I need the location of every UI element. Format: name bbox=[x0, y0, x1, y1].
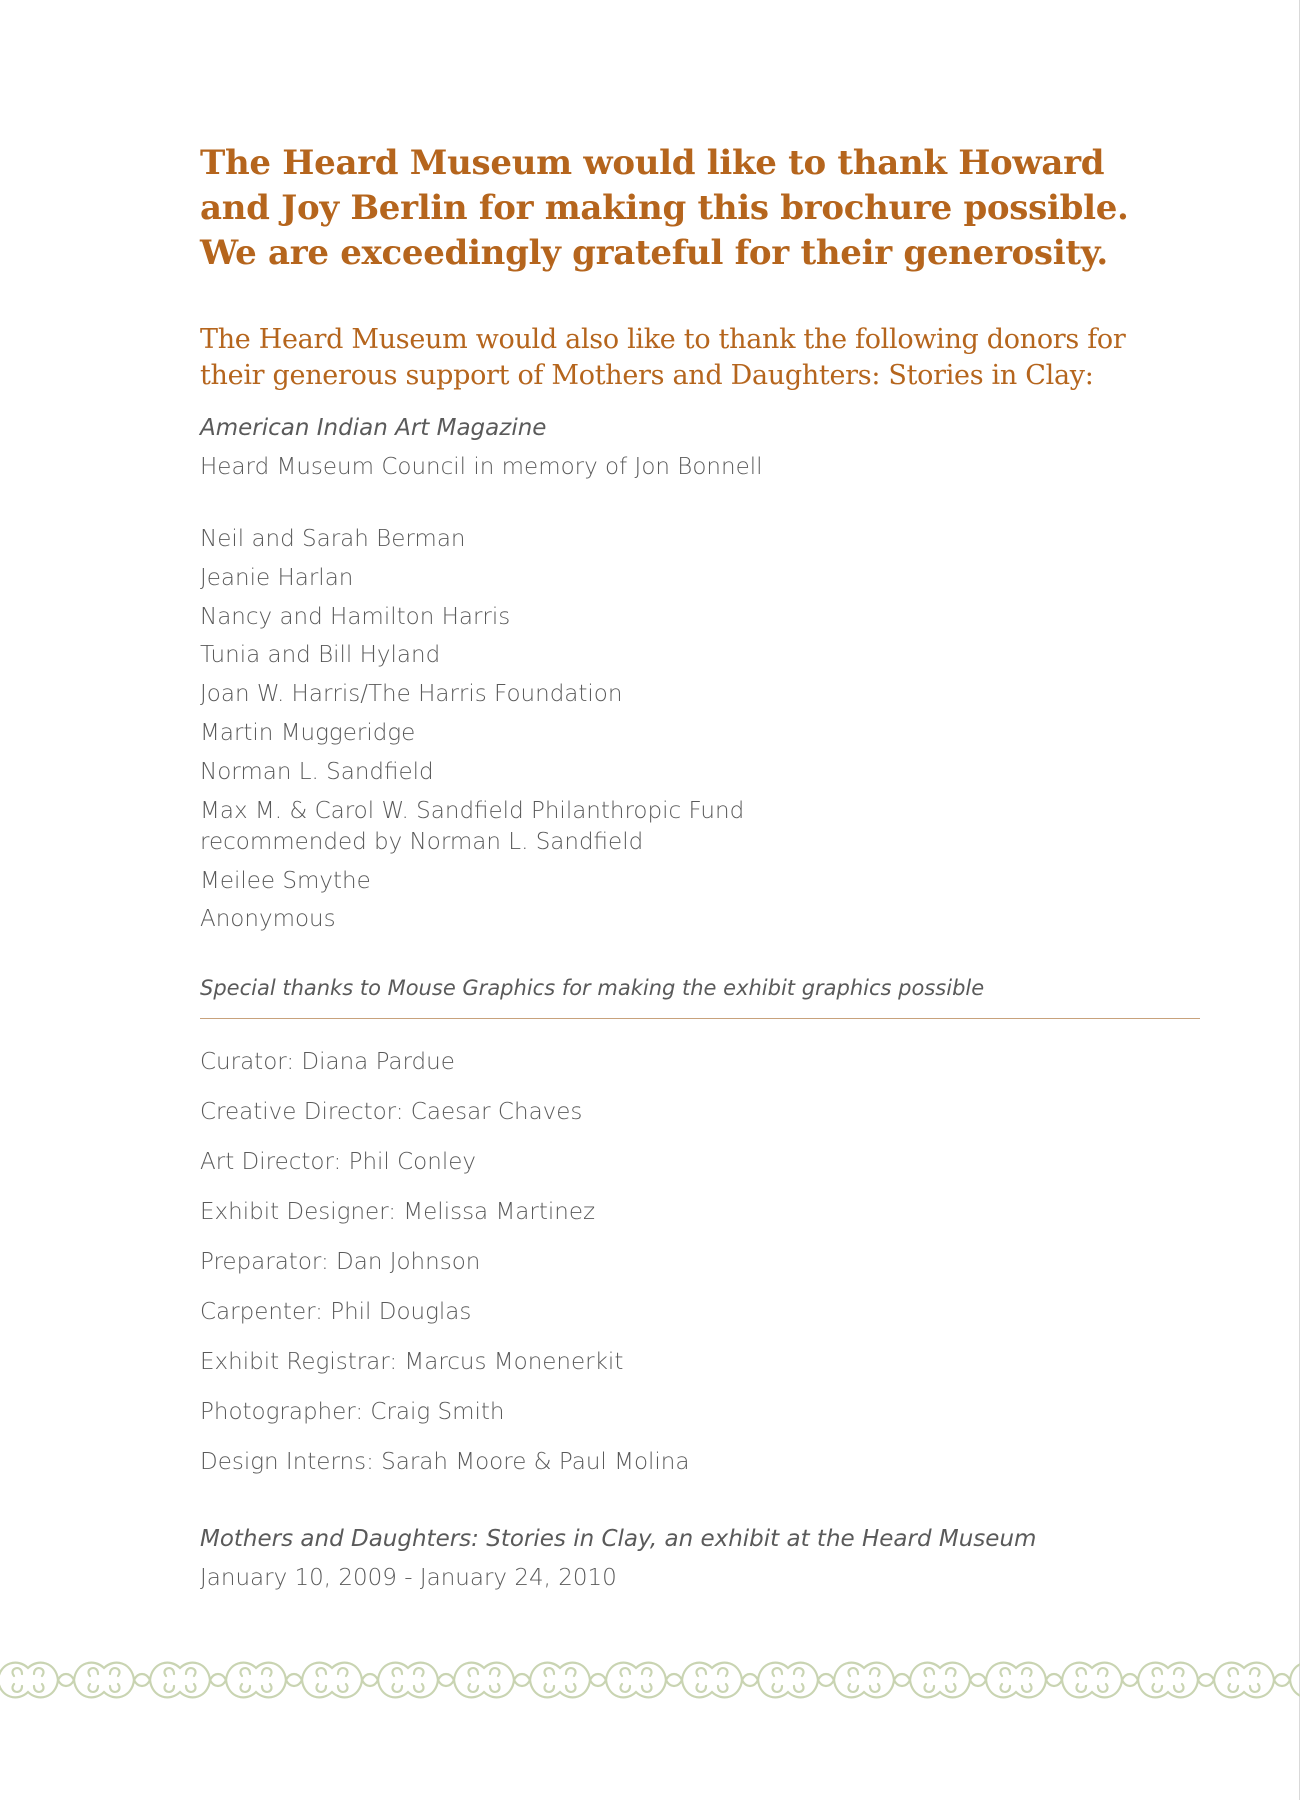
donor-item-continued: recommended by Norman L. Sandfield bbox=[200, 829, 644, 855]
donor-item: Norman L. Sandfield bbox=[200, 759, 434, 785]
headline-thanks: The Heard Museum would like to thank Howard and Joy Berlin for making this brochure possible. We are exceedingly grateful for their generosity. bbox=[200, 143, 1129, 273]
sponsor-item: Heard Museum Council in memory of Jon Bonnell bbox=[200, 454, 763, 480]
scroll-motif-icon bbox=[758, 1663, 834, 1698]
exhibit-dates: January 10, 2009 - January 24, 2010 bbox=[200, 1565, 617, 1591]
donor-item: Joan W. Harris/The Harris Foundation bbox=[200, 681, 623, 707]
scroll-motif-icon bbox=[454, 1663, 530, 1698]
donor-intro: The Heard Museum would also like to thank the following donors for their generous support of Mothers and Daughters: Stories in Clay: bbox=[200, 324, 1126, 391]
credit-item: Design Interns: Sarah Moore & Paul Molina bbox=[200, 1449, 690, 1475]
scroll-motif-icon bbox=[910, 1663, 986, 1698]
scroll-motif-icon bbox=[378, 1663, 454, 1698]
scroll-ornament-icon bbox=[0, 1640, 1300, 1720]
sponsor-item: American Indian Art Magazine bbox=[200, 415, 547, 441]
scroll-motif-icon bbox=[74, 1663, 150, 1698]
credit-item: Exhibit Designer: Melissa Martinez bbox=[200, 1199, 596, 1225]
scroll-motif-icon bbox=[1062, 1663, 1138, 1698]
scroll-motif-icon bbox=[150, 1663, 226, 1698]
credit-item: Carpenter: Phil Douglas bbox=[200, 1299, 472, 1325]
credit-item: Art Director: Phil Conley bbox=[200, 1149, 476, 1175]
donor-item: Neil and Sarah Berman bbox=[200, 526, 466, 552]
donor-item: Tunia and Bill Hyland bbox=[200, 642, 441, 668]
scroll-motif-icon bbox=[0, 1663, 74, 1698]
section-divider bbox=[200, 1018, 1200, 1019]
scroll-motif-icon bbox=[606, 1663, 682, 1698]
scroll-motif-icon bbox=[530, 1663, 606, 1698]
credit-item: Creative Director: Caesar Chaves bbox=[200, 1099, 583, 1125]
scroll-motif-icon bbox=[682, 1663, 758, 1698]
exhibit-title: Mothers and Daughters: Stories in Clay, an exhibit at the Heard Museum bbox=[200, 1526, 1037, 1552]
donor-item: Meilee Smythe bbox=[200, 868, 371, 894]
decorative-scroll-border bbox=[0, 1640, 1300, 1720]
scroll-motif-icon bbox=[302, 1663, 378, 1698]
donor-item: Martin Muggeridge bbox=[200, 720, 416, 746]
credit-item: Photographer: Craig Smith bbox=[200, 1399, 505, 1425]
special-thanks: Special thanks to Mouse Graphics for making the exhibit graphics possible bbox=[200, 976, 985, 1000]
scroll-motif-icon bbox=[1138, 1663, 1214, 1698]
credit-item: Preparator: Dan Johnson bbox=[200, 1249, 481, 1275]
donor-item: Nancy and Hamilton Harris bbox=[200, 604, 511, 630]
scroll-motif-icon bbox=[1214, 1663, 1290, 1698]
donor-item: Max M. & Carol W. Sandfield Philanthropic Fund bbox=[200, 798, 745, 824]
scroll-motif-icon bbox=[986, 1663, 1062, 1698]
donor-item: Jeanie Harlan bbox=[200, 565, 354, 591]
scroll-motif-icon bbox=[226, 1663, 302, 1698]
credit-item: Curator: Diana Pardue bbox=[200, 1049, 455, 1075]
scroll-motif-icon bbox=[1290, 1663, 1300, 1698]
credit-item: Exhibit Registrar: Marcus Monenerkit bbox=[200, 1349, 624, 1375]
scroll-motif-icon bbox=[834, 1663, 910, 1698]
donor-item: Anonymous bbox=[200, 906, 336, 932]
